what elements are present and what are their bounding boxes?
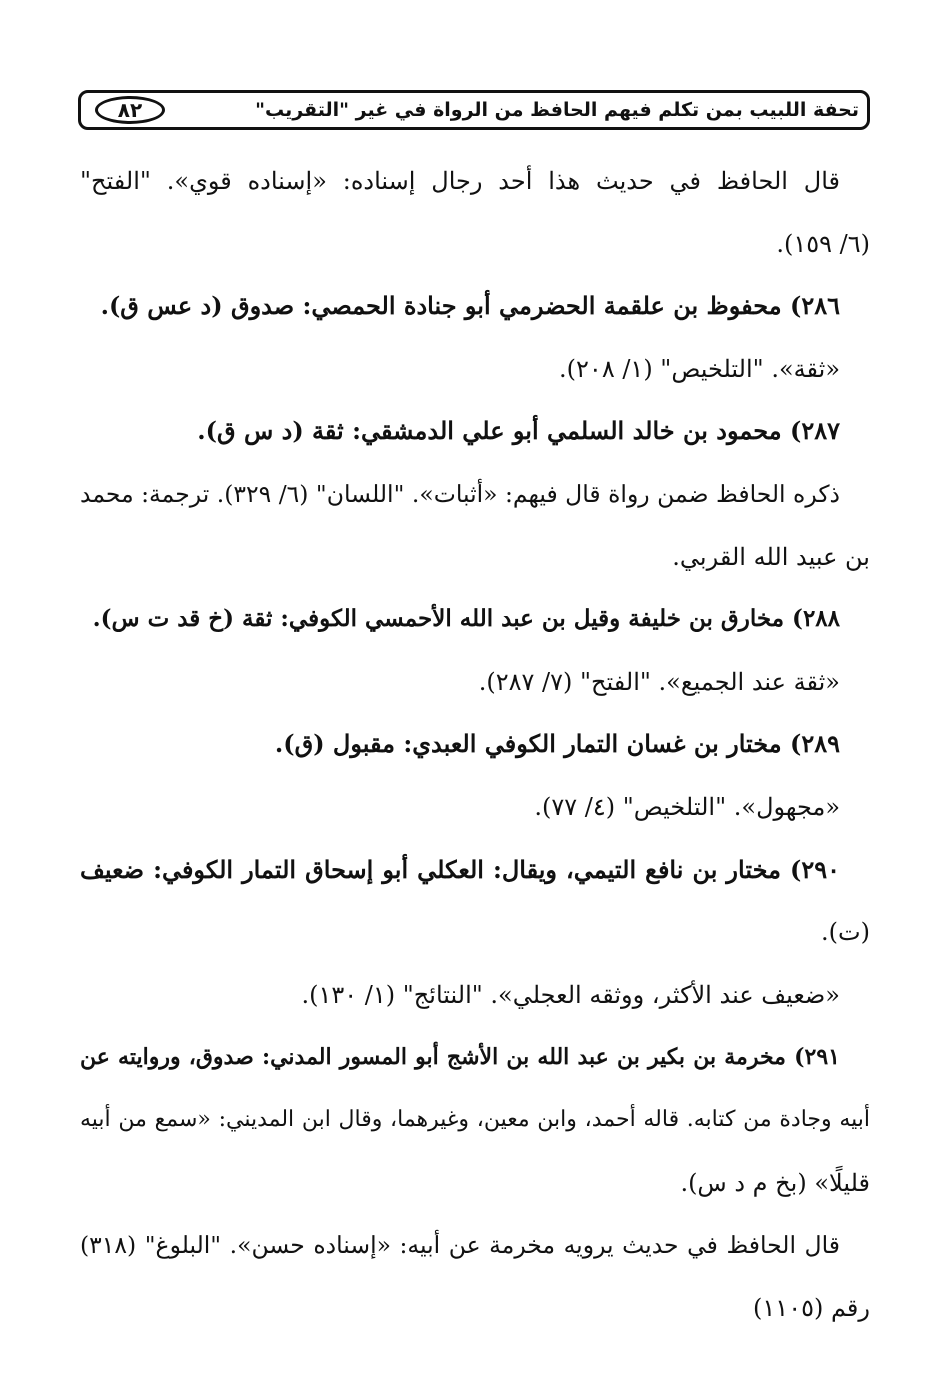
entry-heading: ٢٩٠) مختار بن نافع التيمي، ويقال: العكلي أبو إسحاق التمار الكوفي: ضعيف <box>80 854 840 884</box>
text-line: بن عبيد الله القربي. <box>672 542 870 571</box>
text-line: قال الحافظ في حديث يرويه مخرمة عن أبيه: «إسناده حسن». "البلوغ" (٣١٨) <box>80 1231 840 1260</box>
page-number: ٨٢ <box>95 96 165 124</box>
body-text <box>80 150 870 1339</box>
header-title: تحفة اللبيب بمن تكلم فيهم الحافظ من الرواة في غير "التقريب" <box>255 99 859 121</box>
text-line: أبيه وجادة من كتابه. قاله أحمد، وابن معين، وغيرهما، وقال ابن المديني: «سمع من أبيه <box>80 1106 870 1132</box>
entry-heading: ٢٨٨) مخارق بن خليفة وقيل بن عبد الله الأحمسي الكوفي: ثقة (خ قد ت س). <box>92 605 840 633</box>
text-line: رقم (١١٠٥) <box>753 1293 870 1322</box>
text-line: (ت). <box>821 918 870 947</box>
text-line: ذكره الحافظ ضمن رواة قال فيهم: «أثبات». "اللسان" (٦/ ٣٢٩). ترجمة: محمد <box>80 479 840 508</box>
text-line: قليلًا» (بخ م د س). <box>680 1168 870 1197</box>
text-line: «ثقة عند الجميع». "الفتح" (٧/ ٢٨٧). <box>478 667 840 696</box>
text-line: «ثقة». "التلخيص" (١/ ٢٠٨). <box>559 354 840 383</box>
running-header <box>78 90 870 130</box>
text-line: قال الحافظ في حديث هذا أحد رجال إسناده: «إسناده قوي». "الفتح" <box>80 167 841 195</box>
text-line: «ضعيف عند الأكثر، ووثقه العجلي». "النتائج" (١/ ١٣٠). <box>301 980 840 1009</box>
entry-heading: ٢٩١) مخرمة بن بكير بن عبد الله بن الأشج أبو المسور المدني: صدوق، وروايته عن <box>80 1044 840 1071</box>
text-line: «مجهول». "التلخيص" (٤/ ٧٧). <box>534 792 840 821</box>
entry-heading: ٢٨٩) مختار بن غسان التمار الكوفي العبدي: مقبول (ق). <box>274 729 840 759</box>
entry-heading: ٢٨٧) محمود بن خالد السلمي أبو علي الدمشقي: ثقة (د س ق). <box>197 416 840 446</box>
entry-heading: ٢٨٦) محفوظ بن علقمة الحضرمي أبو جنادة الحمصي: صدوق (د عس ق). <box>100 291 840 321</box>
text-line: (٦/ ١٥٩). <box>776 229 870 258</box>
